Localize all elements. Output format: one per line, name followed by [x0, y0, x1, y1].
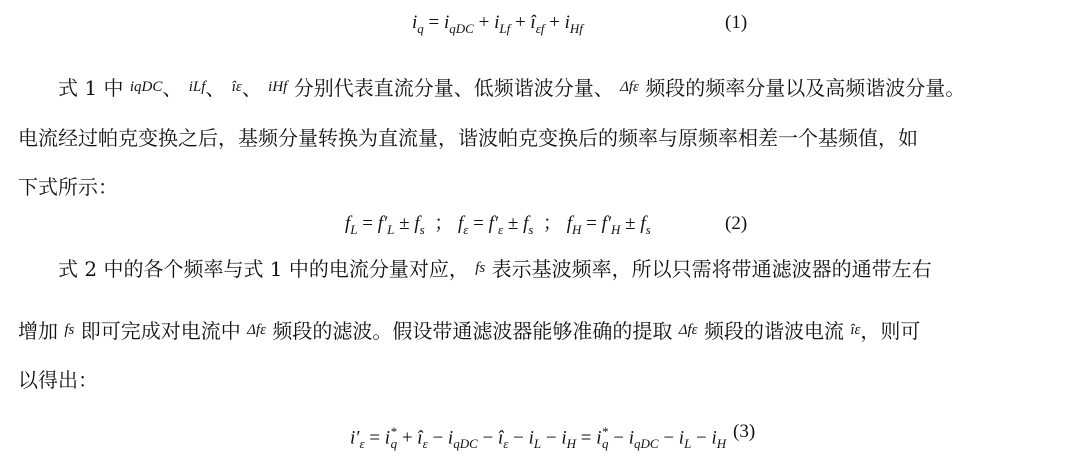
paragraph-2-line-3: 以得出：: [18, 368, 98, 392]
symbol-delta-fe: Δfε: [678, 322, 698, 338]
symbol-delta-fe: Δfε: [247, 322, 266, 338]
equation-1-number: (1): [725, 12, 748, 33]
equation-1: $i_q = i_{qDC} + i_{Lf}$ + $î_{\varepsilon f} + i_{Hf}$: [412, 12, 583, 36]
paragraph-1-line-1: 式 1 中 $^{iqDC}$、 $^{iLf}$、 $^{î\varepsilon}$、 $^{iHf}$ 分别代表直流分量、低频谐波分量、 $^{\Delta f\varepsilon}$ 频段的频率分量以及高频谐波分量。: [58, 76, 966, 100]
symbol-fs: fs: [64, 322, 75, 338]
symbol-ihf: iHf: [268, 79, 288, 95]
symbol-fs: fs: [475, 260, 486, 276]
paragraph-1-line-2: 电流经过帕克变换之后，基频分量转换为直流量，谐波帕克变换后的频率与原频率相差一个基频值，如: [18, 126, 918, 150]
paragraph-2-line-1: 式 2 中的各个频率与式 1 中的电流分量对应， $^{fs}$ 表示基波频率，所以只需将带通滤波器的通带左右: [58, 257, 932, 281]
symbol-iqdc: iqDC: [129, 79, 163, 95]
paragraph-1-line-3: 下式所示：: [18, 175, 118, 199]
equation-2-number: (2): [725, 213, 748, 234]
paragraph-2-line-2: 增加 $^{fs}$ 即可完成对电流中 $^{\Delta f\varepsilon}$ 频段的滤波。假设带通滤波器能够准确的提取 $^{\Delta f\varepsilon}$ 频段的谐波电流 $^{î\varepsilon}$，则可: [18, 319, 921, 343]
symbol-ie-hat: îε: [850, 322, 861, 338]
equation-2: $f_L = f'_L \pm f_s$ ； $f_\varepsilon = f'_\varepsilon \pm f_s$ ； $f_H = f'_H \pm f_s$: [345, 213, 651, 237]
symbol-delta-fe: Δfε: [620, 79, 639, 95]
symbol-ie-hat: îε: [231, 79, 242, 95]
equation-3: $i'_\varepsilon = i^*_q$ + $î_\varepsilon - i_{qDC}$ − $î_\varepsilon - i_L - i_H = i^*_q - i_{qDC} - i_L - i_H$: [350, 424, 727, 452]
equation-3-number: (3): [733, 421, 756, 442]
symbol-ilf: iLf: [188, 79, 206, 95]
